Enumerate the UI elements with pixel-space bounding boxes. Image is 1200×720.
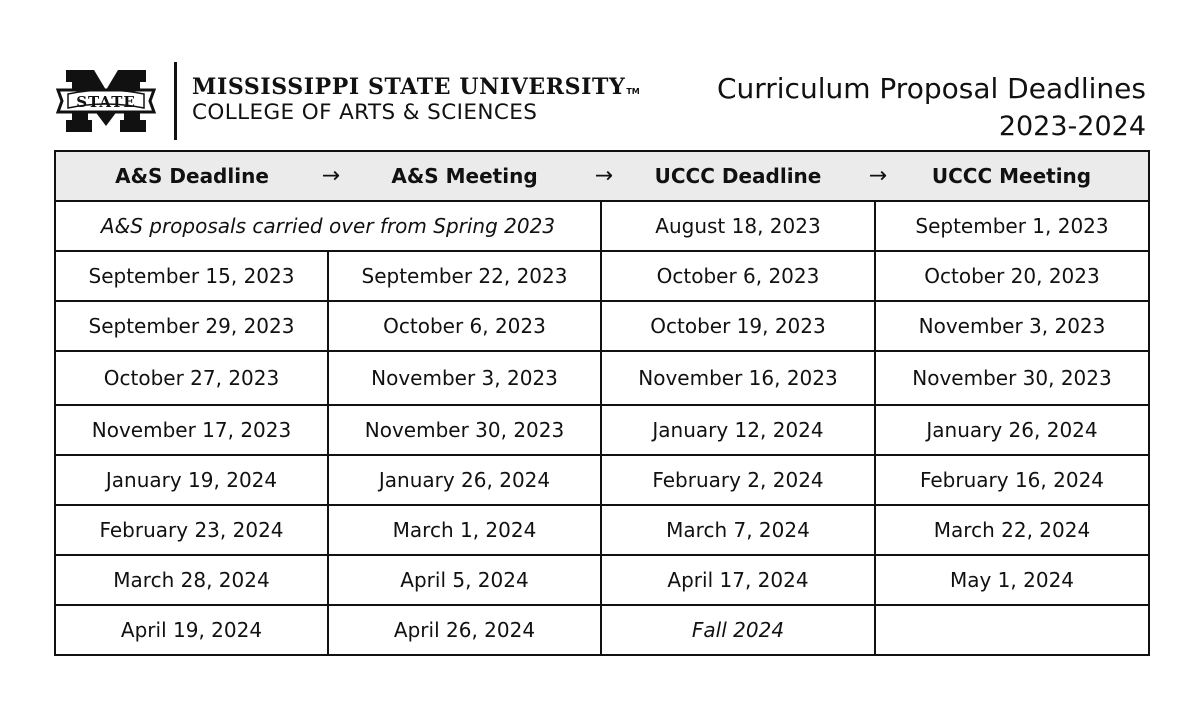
document-title: Curriculum Proposal Deadlines — [716, 72, 1146, 105]
table-cell: October 6, 2023 — [601, 251, 875, 301]
table-cell: October 19, 2023 — [601, 301, 875, 351]
table-cell: November 17, 2023 — [55, 405, 328, 455]
table-cell: October 6, 2023 — [328, 301, 601, 351]
table-cell: September 1, 2023 — [875, 201, 1149, 251]
table-row — [55, 455, 1149, 505]
table-cell: October 20, 2023 — [875, 251, 1149, 301]
table-row — [55, 555, 1149, 605]
table-cell: January 12, 2024 — [601, 405, 875, 455]
table-row — [55, 301, 1149, 351]
table-cell: November 30, 2023 — [328, 405, 601, 455]
header-divider — [174, 62, 177, 140]
table-cell: November 30, 2023 — [875, 351, 1149, 405]
table-row — [55, 351, 1149, 405]
table-cell: February 16, 2024 — [875, 455, 1149, 505]
arrow-right-icon: → — [321, 163, 340, 189]
table-cell: April 5, 2024 — [328, 555, 601, 605]
university-name: MISSISSIPPI STATE UNIVERSITYTM — [192, 74, 640, 100]
arrow-right-icon: → — [594, 163, 613, 189]
column-header-as-deadline: A&S Deadline → — [55, 151, 328, 201]
table-cell: November 3, 2023 — [875, 301, 1149, 351]
college-name: COLLEGE OF ARTS & SCIENCES — [192, 100, 538, 125]
table-row — [55, 405, 1149, 455]
table-cell: August 18, 2023 — [601, 201, 875, 251]
table-cell: March 28, 2024 — [55, 555, 328, 605]
column-header-uccc-meeting: UCCC Meeting — [875, 151, 1149, 201]
column-header-as-meeting: A&S Meeting → — [328, 151, 601, 201]
logo-state-text: STATE — [76, 93, 136, 111]
column-header-uccc-deadline: UCCC Deadline → — [601, 151, 875, 201]
table-cell: October 27, 2023 — [55, 351, 328, 405]
table-row — [55, 505, 1149, 555]
table-cell: January 19, 2024 — [55, 455, 328, 505]
table-cell: January 26, 2024 — [328, 455, 601, 505]
table-cell: Fall 2024 — [601, 605, 875, 655]
table-cell: May 1, 2024 — [875, 555, 1149, 605]
table-header-row — [55, 151, 1149, 201]
table-cell-empty — [875, 605, 1149, 655]
table-cell: November 16, 2023 — [601, 351, 875, 405]
document-subtitle: 2023-2024 — [998, 111, 1146, 142]
arrow-right-icon: → — [868, 163, 887, 189]
table-cell: February 2, 2024 — [601, 455, 875, 505]
table-cell: September 22, 2023 — [328, 251, 601, 301]
table-cell: April 17, 2024 — [601, 555, 875, 605]
table-cell: January 26, 2024 — [875, 405, 1149, 455]
table-cell: March 22, 2024 — [875, 505, 1149, 555]
table-row — [55, 251, 1149, 301]
table-row-carryover — [55, 201, 1149, 251]
table-cell: September 15, 2023 — [55, 251, 328, 301]
trademark-mark: TM — [626, 87, 640, 96]
table-cell: March 7, 2024 — [601, 505, 875, 555]
table-cell: March 1, 2024 — [328, 505, 601, 555]
table-cell: April 19, 2024 — [55, 605, 328, 655]
table-cell: September 29, 2023 — [55, 301, 328, 351]
table-row — [55, 605, 1149, 655]
table-cell: April 26, 2024 — [328, 605, 601, 655]
carryover-label: A&S proposals carried over from Spring 2023 — [55, 201, 601, 251]
msu-logo — [54, 68, 158, 134]
deadline-table — [54, 150, 1150, 656]
table-cell: November 3, 2023 — [328, 351, 601, 405]
table-cell: February 23, 2024 — [55, 505, 328, 555]
